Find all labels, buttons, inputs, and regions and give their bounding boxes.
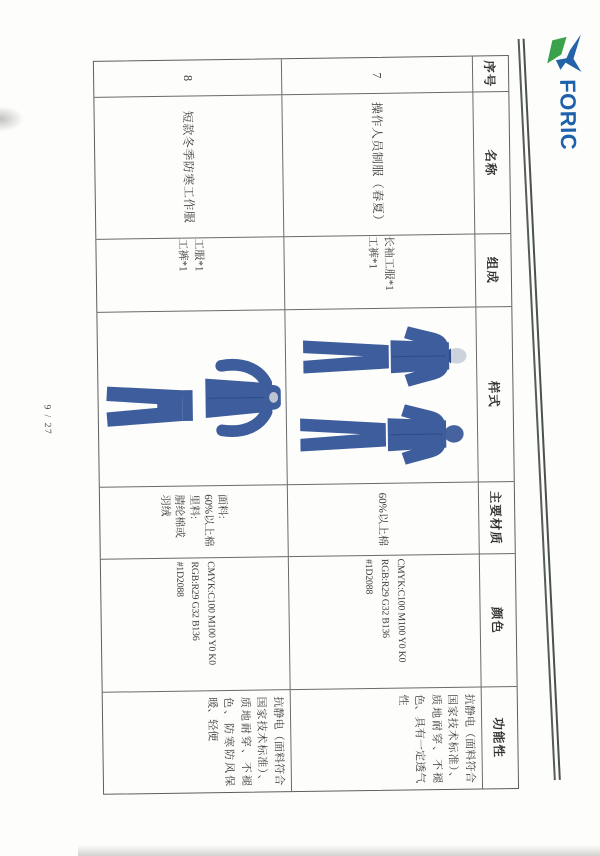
foric-logo-text: FORIC [555,79,582,151]
winter-jacket-illustration [196,355,283,440]
col-header-serial: 序号 [472,56,508,92]
material-line: 里料: [187,494,200,520]
page-number: 9 / 27 [41,404,53,436]
cell-row8-style [97,310,286,488]
col-header-material: 主要材质 [478,482,515,554]
trousers-illustration [101,382,194,429]
color-spec-hex: #1D2088 [173,561,186,597]
uniform-figure-illustration [293,321,470,393]
col-header-color: 颜色 [479,554,517,687]
cell-row7-color [288,555,481,691]
color-spec-cmyk: CMYK:C100 M100 Y0 K0 [204,561,218,666]
color-spec-rgb: RGB:R29 G32 B136 [189,561,202,641]
composition-line: 工服*1 [192,238,206,272]
cell-row7-serial: 7 [281,57,472,96]
foric-logo [544,30,590,151]
col-header-style: 样式 [475,307,513,482]
col-header-functionality: 功能性 [481,687,518,788]
composition-line: 长袖工服*1 [382,235,396,291]
cell-row8-functionality: 抗静电（面料符合国家技术标准）、质地耐穿、不褪色、防寒防风保暖、轻便 [205,696,285,787]
cell-row7-name: 操作人员制服（春夏） [281,93,474,238]
cell-row8-color [101,557,290,693]
uniform-figure-illustration [290,399,467,471]
scan-edge-shadow [78,845,600,856]
cell-row7-composition [283,235,475,311]
col-header-composition: 组成 [474,234,511,307]
cell-row8-serial: 8 [94,59,281,98]
cell-row7-style [284,308,477,486]
cell-row8-composition [96,237,284,313]
color-spec-cmyk: CMYK:C100 M100 Y0 K0 [394,558,407,663]
scan-smudge-artifact [0,106,24,132]
col-header-name: 名称 [472,92,510,234]
material-line: 60%以上棉 [201,494,215,547]
material-line: 羽绒 [159,494,172,517]
cell-row7-material: 60%以上棉 [287,483,479,558]
cell-row8-name: 短款冬季防寒工作服 [94,95,283,240]
color-spec-hex: #1D2088 [363,558,375,595]
composition-line: 工裤*1 [366,235,379,270]
cell-row8-material [100,485,288,560]
material-line: 腈纶棉或 [173,494,187,538]
uniform-spec-table [93,55,519,795]
foric-logo-icon [544,30,589,75]
composition-line: 工裤*1 [176,238,190,272]
material-line: 面料: [215,494,228,519]
cell-row7-functionality: 抗静电（面料符合国家技术标准）、质地耐穿、不褪色、具有一定透气性 [290,688,482,792]
color-spec-rgb: RGB:R29 G32 B136 [378,558,391,638]
